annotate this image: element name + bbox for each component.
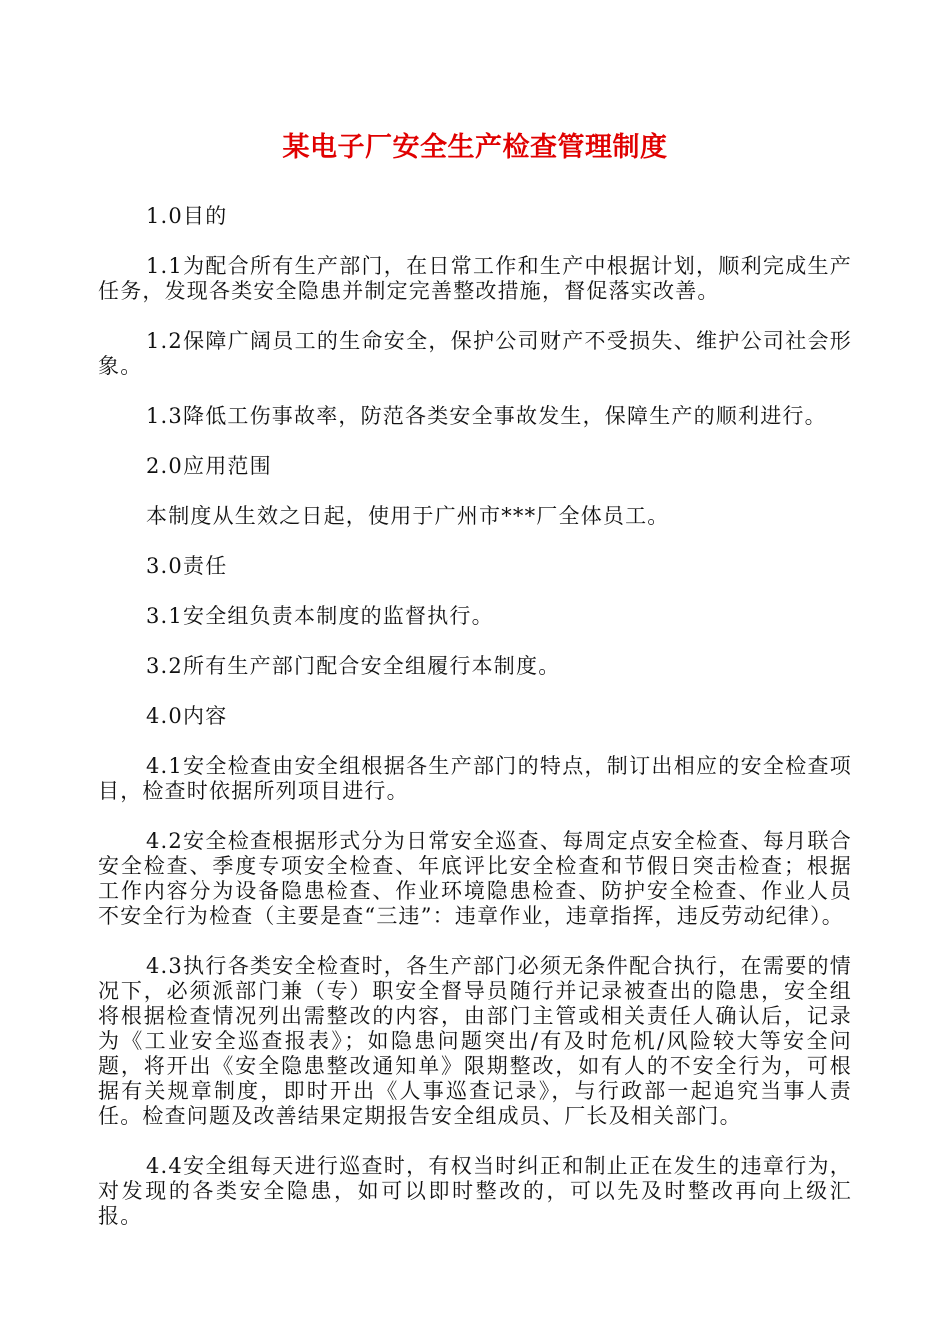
paragraph-4-1: 4.1安全检查由安全组根据各生产部门的特点，制订出相应的安全检查项目，检查时依据所列项目进行。 [98,754,852,803]
paragraph-1-3: 1.3降低工伤事故率，防范各类安全事故发生，保障生产的顺利进行。 [146,404,827,428]
paragraph-scope: 本制度从生效之日起，使用于广州市***厂全体员工。 [146,504,670,528]
paragraph-4-3: 4.3执行各类安全检查时，各生产部门必须无条件配合执行，在需要的情况下，必须派部门兼（专）职安全督导员随行并记录被查出的隐患，安全组将根据检查情况列出需整改的内容，由部门主管或相关责任人确认后，记录为《工业安全巡查报表》；如隐患问题突出/有及时危机/风险较大等安全问题，将开出《安全隐患整改通知单》限期整改，如有人的不安全行为，可根据有关规章制度，即时开出《人事巡查记录》，与行政部一起追究当事人责任。检查问题及改善结果定期报告安全组成员、厂长及相关部门。 [98,954,852,1128]
section-heading-responsibility: 3.0责任 [146,554,228,578]
section-heading-content: 4.0内容 [146,704,228,728]
paragraph-3-1: 3.1安全组负责本制度的监督执行。 [146,604,494,628]
paragraph-3-2: 3.2所有生产部门配合安全组履行本制度。 [146,654,561,678]
paragraph-4-2: 4.2安全检查根据形式分为日常安全巡查、每周定点安全检查、每月联合安全检查、季度专项安全检查、年底评比安全检查和节假日突击检查；根据工作内容分为设备隐患检查、作业环境隐患检查、防护安全检查、作业人员不安全行为检查（主要是查“三违”：违章作业，违章指挥，违反劳动纪律）。 [98,829,852,928]
paragraph-1-1: 1.1为配合所有生产部门，在日常工作和生产中根据计划，顺利完成生产任务，发现各类安全隐患并制定完善整改措施，督促落实改善。 [98,254,852,303]
section-heading-scope: 2.0应用范围 [146,454,272,478]
paragraph-4-4: 4.4安全组每天进行巡查时，有权当时纠正和制止正在发生的违章行为，对发现的各类安全隐患，如可以即时整改的，可以先及时整改再向上级汇报。 [98,1154,852,1228]
section-heading-purpose: 1.0目的 [146,204,228,228]
paragraph-1-2: 1.2保障广阔员工的生命安全，保护公司财产不受损失、维护公司社会形象。 [98,329,852,378]
document-title: 某电子厂安全生产检查管理制度 [282,132,668,163]
